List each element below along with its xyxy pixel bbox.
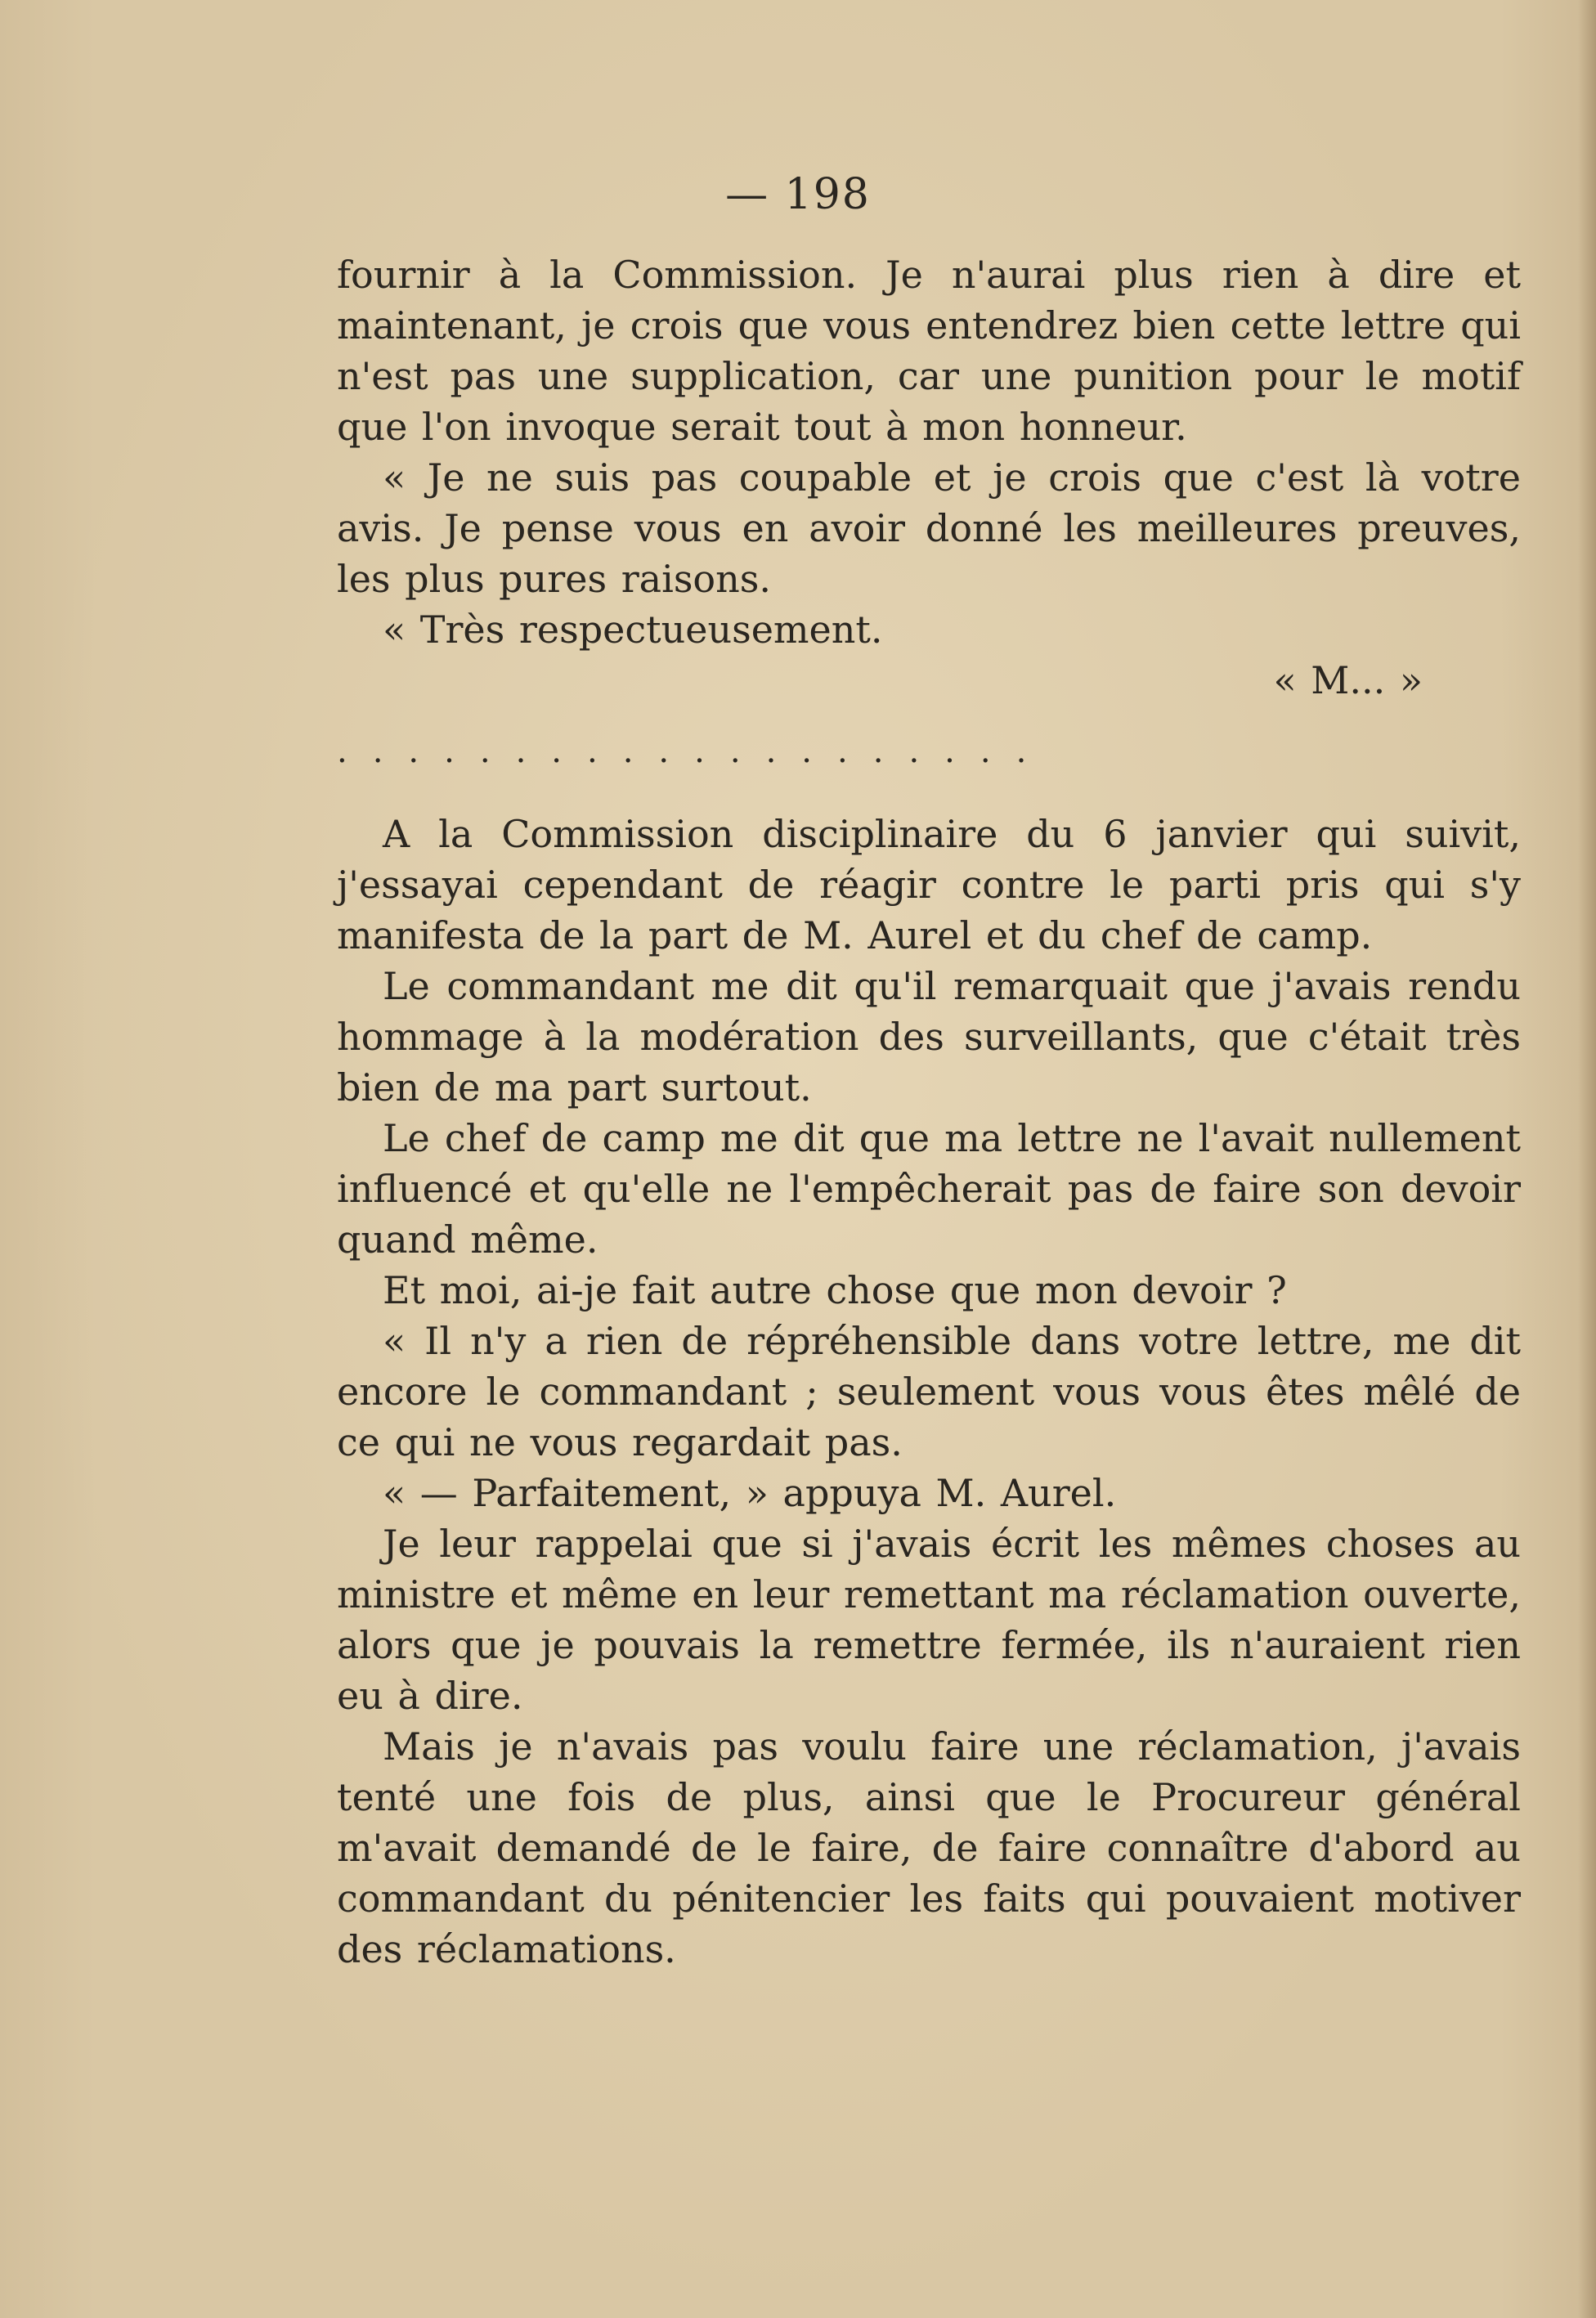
- paragraph: A la Commission disciplinaire du 6 janvier qui suivit, j'essayai cependant de réagir contre le parti pris qui s'y manifesta de la part de M. Aurel et du chef de camp.: [337, 812, 1521, 957]
- ellipsis-separator: ....................: [337, 733, 1052, 770]
- paragraph: Mais je n'avais pas voulu faire une réclamation, j'avais tenté une fois de plus, ainsi que le Procureur général m'avait demandé de le faire, de faire connaître d'abord au commandant du pénitencier les faits qui pouvaient motiver des réclamations.: [337, 1724, 1521, 1971]
- paragraph: Et moi, ai-je fait autre chose que mon devoir ?: [383, 1268, 1287, 1312]
- paragraph: « Il n'y a rien de répréhensible dans votre lettre, me dit encore le commandant ; seulement vous vous êtes mêlé de ce qui ne vous regardait pas.: [337, 1319, 1521, 1464]
- paragraph: fournir à la Commission. Je n'aurai plus rien à dire et maintenant, je crois que vous entendrez bien cette lettre qui n'est pas une supplication, car une punition pour le motif que l'on invoque serait tout à mon honneur.: [337, 253, 1521, 449]
- signature-line: « M... »: [1273, 658, 1423, 702]
- paragraph: « Très respectueusement.: [383, 608, 883, 652]
- paragraph: « Je ne suis pas coupable et je crois que c'est là votre avis. Je pense vous en avoir donné les meilleures preuves, les plus pures raisons.: [337, 455, 1521, 601]
- paragraph: Le commandant me dit qu'il remarquait que j'avais rendu hommage à la modération des surveillants, que c'était très bien de ma part surtout.: [337, 964, 1521, 1110]
- body-text: [337, 249, 1521, 1975]
- page-number: — 198: [725, 170, 871, 219]
- paragraph: « — Parfaitement, » appuya M. Aurel.: [383, 1471, 1117, 1515]
- paragraph: Le chef de camp me dit que ma lettre ne l'avait nullement influencé et qu'elle ne l'empêcherait pas de faire son devoir quand même.: [337, 1116, 1521, 1262]
- page-edge-shadow: [1578, 0, 1596, 2318]
- paragraph: Je leur rappelai que si j'avais écrit les mêmes choses au ministre et même en leur remettant ma réclamation ouverte, alors que je pouvais la remettre fermée, ils n'auraient rien eu à dire.: [337, 1522, 1521, 1718]
